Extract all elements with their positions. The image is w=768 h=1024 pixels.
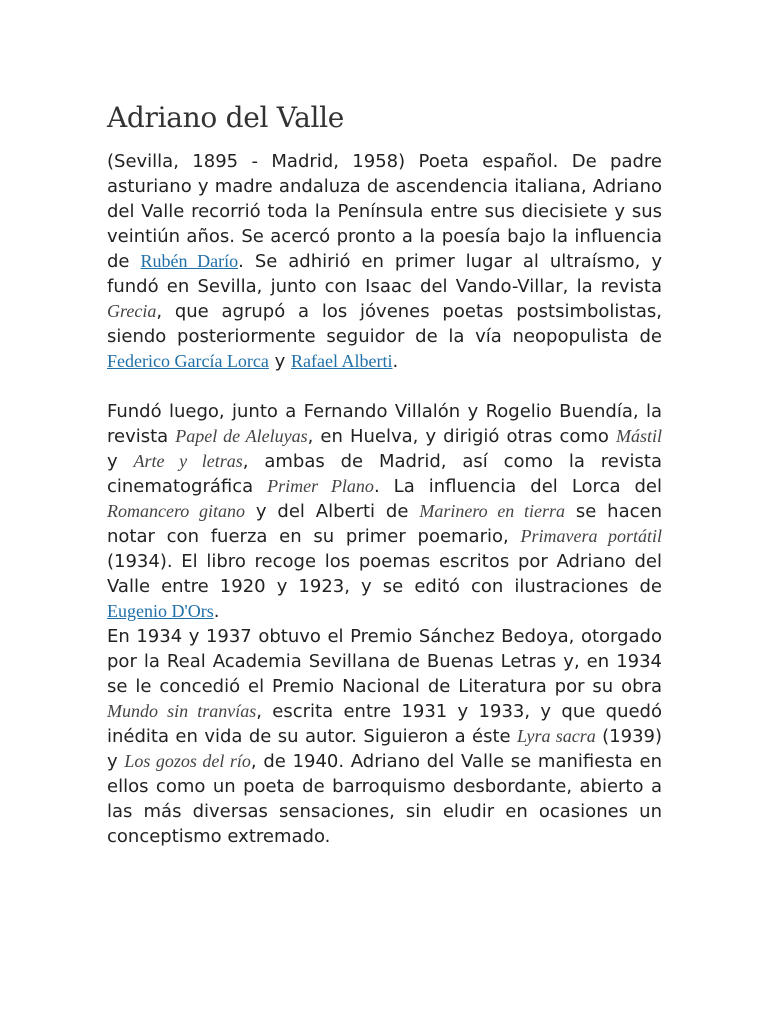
page-title: Adriano del Valle <box>107 101 345 134</box>
text-run: , que agrupó a los jóvenes poetas postsimbolistas, siendo posteriormente seguidor de la vía neopopulista de <box>107 301 662 347</box>
text-run: , ambas de Madrid, así como la revista cinematográfica <box>107 451 662 497</box>
text-run: (1934). El libro recoge los poemas escritos por Adriano del Valle entre 1920 y 1923, y se editó con ilustraciones de <box>107 551 662 597</box>
text-run: . <box>392 351 399 372</box>
work-title: Primer Plano <box>267 476 374 496</box>
work-title: Marinero en tierra <box>419 501 565 521</box>
text-run: . Se adhirió en primer lugar al ultraísmo, y fundó en Sevilla, junto con Isaac del Vando-Villar, la revista <box>107 251 662 297</box>
text-run: y del Alberti de <box>244 501 420 522</box>
work-title: Romancero gitano <box>107 501 245 521</box>
link-ruben-dario[interactable]: Rubén Darío <box>140 251 239 271</box>
text-run: . La influencia del Lorca del <box>373 476 662 497</box>
text-run: . <box>213 601 220 622</box>
work-title: Papel de Aleluyas <box>175 426 308 446</box>
text-run: , en Huelva, y dirigió otras como <box>307 426 616 447</box>
text-run: , escrita entre 1931 y 1933, y que quedó inédita en vida de su autor. Siguieron a éste <box>107 701 662 747</box>
work-title: Mástil <box>615 426 662 446</box>
text-run: (1939) y <box>107 726 662 772</box>
work-title: Mundo sin tranvías <box>107 701 257 721</box>
link-federico-garcia-lorca[interactable]: Federico García Lorca <box>107 351 269 371</box>
text-run: En 1934 y 1937 obtuvo el Premio Sánchez Bedoya, otorgado por la Real Academia Sevillana de Buenas Letras y, en 1934 se le concedió el Premio Nacional de Literatura por su obra <box>107 626 662 697</box>
paragraph-journals <box>107 399 662 624</box>
text-run: y <box>268 351 292 372</box>
work-title: Arte y letras <box>133 451 243 471</box>
text-run: Fundó luego, junto a Fernando Villalón y Rogelio Buendía, la revista <box>107 401 662 447</box>
text-run: (Sevilla, 1895 - Madrid, 1958) Poeta español. De padre asturiano y madre andaluza de ascendencia italiana, Adriano del Valle recorrió toda la Península entre sus diecisiete y sus veintiún años. Se acercó pronto a la poesía bajo la influencia de <box>107 151 662 272</box>
link-rafael-alberti[interactable]: Rafael Alberti <box>291 351 393 371</box>
work-title: Los gozos del río <box>124 751 251 771</box>
work-title: Lyra sacra <box>517 726 596 746</box>
link-eugenio-dors[interactable]: Eugenio D'Ors <box>107 601 214 621</box>
paragraph-awards <box>107 624 662 849</box>
text-run: se hacen notar con fuerza en su primer poemario, <box>107 501 663 547</box>
text-run: , de 1940. Adriano del Valle se manifiesta en ellos como un poeta de barroquismo desbordante, abierto a las más diversas sensaciones, sin eludir en ocasiones un conceptismo extremado. <box>107 751 662 847</box>
work-title: Primavera portátil <box>520 526 663 546</box>
text-run: y <box>107 451 134 472</box>
work-title: Grecia <box>107 301 157 321</box>
paragraph-biography <box>107 149 662 374</box>
